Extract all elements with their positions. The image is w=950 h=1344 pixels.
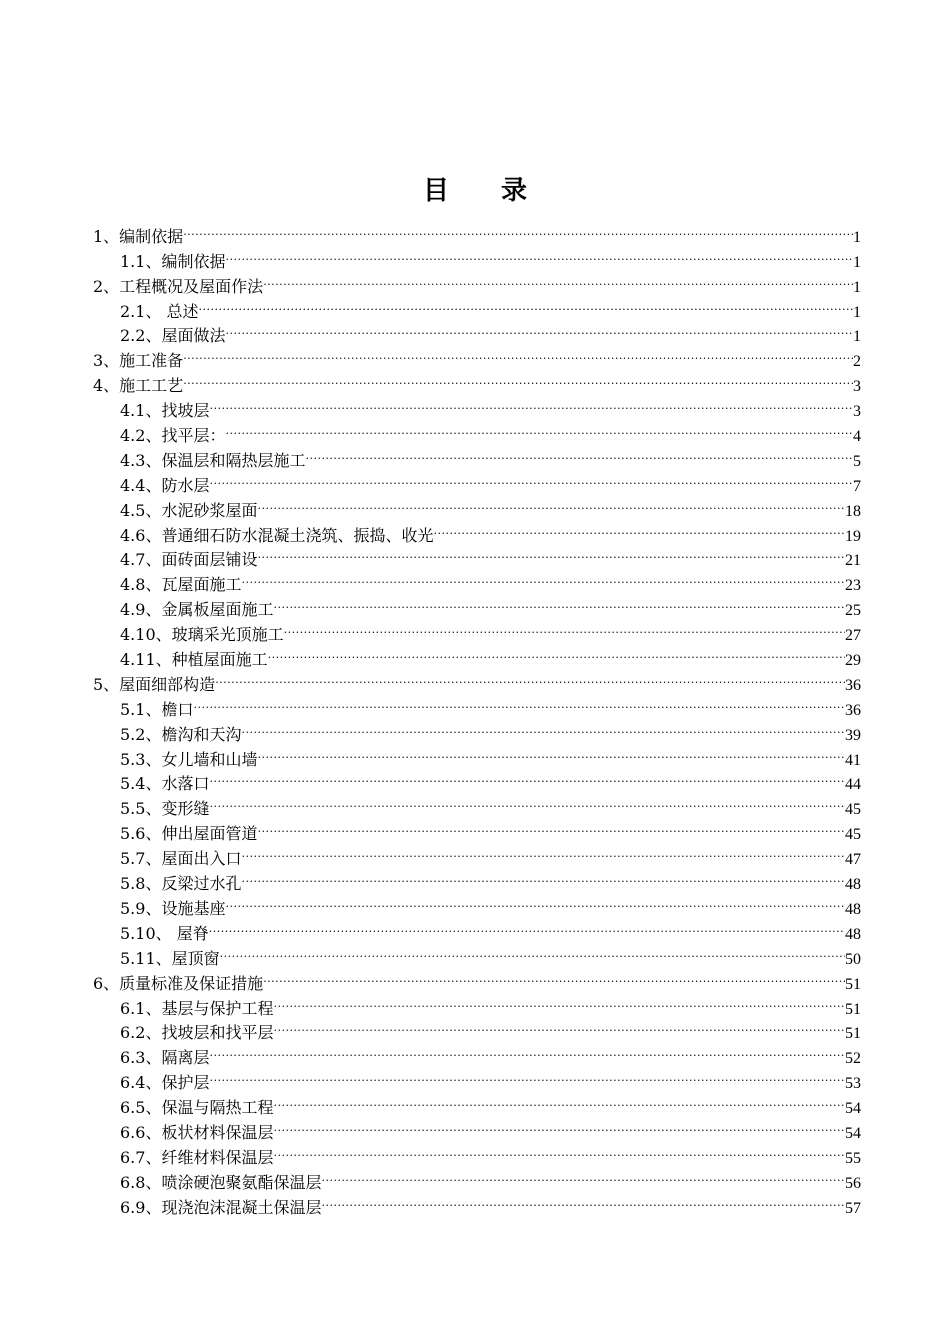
- toc-entry-page-number: 27: [845, 627, 861, 645]
- toc-entry-page-number: 51: [845, 1025, 861, 1043]
- toc-entry-label: 4.2、找平层：: [120, 426, 226, 446]
- toc-dot-leader: [225, 317, 853, 342]
- toc-entry-label: 4.7、面砖面层铺设: [120, 550, 258, 570]
- toc-entry-label: 2.1、 总述: [120, 301, 199, 321]
- toc-entry-label: 4.10、玻璃采光顶施工: [120, 625, 284, 645]
- toc-entry[interactable]: [93, 366, 861, 396]
- toc-entry-label: 4.3、保温层和隔热层施工: [120, 450, 306, 470]
- toc-entry-label: 5.2、檐沟和天沟: [120, 724, 242, 744]
- toc-entry[interactable]: [93, 914, 861, 943]
- toc-entry-label: 6.1、基层与保护工程: [120, 998, 274, 1018]
- table-of-contents: [93, 217, 861, 1217]
- toc-dot-leader: [257, 541, 845, 566]
- toc-entry-label: 3、施工准备: [93, 351, 184, 371]
- toc-dot-leader: [321, 1163, 845, 1188]
- toc-entry-page-number: 41: [845, 751, 861, 769]
- toc-entry-label: 6.2、找坡层和找平层: [120, 1023, 274, 1043]
- toc-entry-page-number: 48: [845, 900, 861, 918]
- toc-dot-leader: [209, 1038, 845, 1063]
- toc-entry-page-number: 3: [853, 378, 861, 396]
- toc-dot-leader: [284, 615, 845, 640]
- toc-entry-label: 6.8、喷涂硬泡聚氨酯保温层: [120, 1172, 322, 1192]
- toc-entry-page-number: 4: [853, 428, 861, 446]
- toc-entry-label: 2、工程概况及屋面作法: [93, 276, 264, 296]
- toc-dot-leader: [257, 491, 845, 516]
- toc-entry[interactable]: [93, 292, 861, 321]
- toc-entry-label: 4.11、种植屋面施工: [120, 650, 268, 670]
- toc-dot-leader: [220, 939, 845, 964]
- toc-entry-page-number: 54: [845, 1100, 861, 1118]
- toc-dot-leader: [209, 914, 845, 939]
- toc-entry-page-number: 47: [845, 851, 861, 869]
- toc-entry-page-number: 44: [845, 776, 861, 794]
- toc-entry-page-number: 48: [845, 876, 861, 894]
- toc-entry-page-number: 23: [845, 577, 861, 595]
- toc-entry-page-number: 29: [845, 652, 861, 670]
- toc-entry-page-number: 1: [853, 228, 861, 246]
- toc-entry-label: 6.9、现浇泡沫混凝土保温层: [120, 1197, 322, 1217]
- toc-dot-leader: [268, 640, 845, 665]
- toc-entry-label: 5.6、伸出屋面管道: [120, 824, 258, 844]
- toc-dot-leader: [209, 1063, 845, 1088]
- toc-entry[interactable]: [93, 391, 861, 421]
- toc-entry-label: 5.11、屋顶窗: [120, 948, 220, 968]
- toc-dot-leader: [215, 665, 845, 690]
- toc-dot-leader: [305, 441, 853, 466]
- toc-entry-page-number: 51: [845, 1000, 861, 1018]
- toc-entry-label: 6.7、纤维材料保温层: [120, 1147, 274, 1167]
- toc-entry-page-number: 19: [845, 527, 861, 545]
- toc-entry[interactable]: [93, 715, 861, 744]
- toc-dot-leader: [273, 1014, 845, 1039]
- toc-dot-leader: [257, 740, 845, 765]
- toc-entry-page-number: 50: [845, 950, 861, 968]
- toc-entry-label: 1、编制依据: [93, 226, 184, 246]
- toc-title: [0, 170, 950, 207]
- toc-entry-page-number: 53: [845, 1075, 861, 1093]
- toc-dot-leader: [263, 964, 845, 989]
- toc-dot-leader: [199, 292, 853, 317]
- toc-dot-leader: [241, 839, 845, 864]
- toc-entry-page-number: 55: [845, 1149, 861, 1167]
- toc-entry-page-number: 51: [845, 975, 861, 993]
- toc-entry-page-number: 1: [853, 278, 861, 296]
- toc-dot-leader: [273, 590, 845, 615]
- toc-entry-label: 6.6、板状材料保温层: [120, 1122, 274, 1142]
- toc-entry-page-number: 36: [845, 676, 861, 694]
- toc-entry-page-number: 48: [845, 925, 861, 943]
- toc-entry-page-number: 7: [853, 477, 861, 495]
- toc-entry-page-number: 21: [845, 552, 861, 570]
- toc-title-char-2: 录: [501, 176, 528, 206]
- toc-dot-leader: [241, 864, 845, 889]
- toc-entry-label: 5.4、水落口: [120, 774, 210, 794]
- toc-entry-label: 5.8、反梁过水孔: [120, 874, 242, 894]
- toc-entry[interactable]: [93, 690, 861, 719]
- toc-dot-leader: [183, 341, 853, 366]
- toc-entry-page-number: 57: [845, 1199, 861, 1217]
- toc-dot-leader: [263, 267, 853, 292]
- toc-entry[interactable]: [93, 341, 861, 371]
- toc-entry-label: 4.4、防水层: [120, 475, 210, 495]
- toc-dot-leader: [225, 889, 845, 914]
- toc-entry-label: 6.5、保温与隔热工程: [120, 1098, 274, 1118]
- toc-dot-leader: [209, 765, 845, 790]
- toc-entry-label: 4.6、普通细石防水混凝土浇筑、振捣、收光: [120, 525, 434, 545]
- toc-dot-leader: [183, 217, 853, 242]
- toc-entry-page-number: 2: [853, 353, 861, 371]
- toc-dot-leader: [433, 516, 845, 541]
- toc-entry-page-number: 54: [845, 1124, 861, 1142]
- toc-entry-label: 5.1、檐口: [120, 699, 194, 719]
- toc-entry-label: 4.5、水泥砂浆屋面: [120, 500, 258, 520]
- toc-dot-leader: [209, 391, 853, 416]
- toc-dot-leader: [241, 715, 845, 740]
- toc-entry-page-number: 25: [845, 602, 861, 620]
- toc-dot-leader: [225, 242, 853, 267]
- toc-entry-label: 5、屋面细部构造: [93, 674, 216, 694]
- toc-dot-leader: [273, 1138, 845, 1163]
- toc-dot-leader: [225, 416, 853, 441]
- toc-entry-label: 5.3、女儿墙和山墙: [120, 749, 258, 769]
- toc-dot-leader: [241, 565, 845, 590]
- toc-entry-label: 4.1、找坡层: [120, 401, 210, 421]
- toc-dot-leader: [321, 1188, 845, 1213]
- toc-entry-page-number: 3: [853, 403, 861, 421]
- toc-entry-label: 4.8、瓦屋面施工: [120, 575, 242, 595]
- toc-entry-label: 6.4、保护层: [120, 1073, 210, 1093]
- toc-title-char-1: 目: [422, 176, 449, 206]
- toc-entry[interactable]: [93, 242, 861, 271]
- toc-dot-leader: [273, 1088, 845, 1113]
- toc-entry-label: 6、质量标准及保证措施: [93, 973, 264, 993]
- toc-entry[interactable]: [93, 317, 861, 346]
- toc-entry-label: 1.1、编制依据: [120, 251, 226, 271]
- toc-entry-page-number: 45: [845, 801, 861, 819]
- toc-entry-page-number: 18: [845, 502, 861, 520]
- toc-entry-label: 5.7、屋面出入口: [120, 849, 242, 869]
- toc-dot-leader: [209, 466, 853, 491]
- toc-dot-leader: [273, 1113, 845, 1138]
- toc-entry-page-number: 36: [845, 701, 861, 719]
- toc-entry-page-number: 1: [853, 328, 861, 346]
- toc-dot-leader: [183, 366, 853, 391]
- toc-entry-page-number: 52: [845, 1050, 861, 1068]
- toc-entry-label: 5.9、设施基座: [120, 898, 226, 918]
- toc-entry-page-number: 39: [845, 726, 861, 744]
- toc-entry-label: 2.2、屋面做法: [120, 326, 226, 346]
- toc-entry-label: 5.10、 屋脊: [120, 923, 209, 943]
- toc-dot-leader: [209, 789, 845, 814]
- toc-entry-page-number: 5: [853, 452, 861, 470]
- toc-dot-leader: [273, 989, 845, 1014]
- toc-entry-label: 4.9、金属板屋面施工: [120, 600, 274, 620]
- toc-entry-label: 5.5、变形缝: [120, 799, 210, 819]
- toc-dot-leader: [257, 814, 845, 839]
- toc-entry-page-number: 56: [845, 1174, 861, 1192]
- toc-entry-page-number: 1: [853, 253, 861, 271]
- toc-entry-label: 6.3、隔离层: [120, 1048, 210, 1068]
- toc-entry[interactable]: [93, 217, 861, 246]
- toc-dot-leader: [193, 690, 845, 715]
- toc-entry-page-number: 1: [853, 303, 861, 321]
- toc-entry-page-number: 45: [845, 826, 861, 844]
- toc-entry-label: 4、施工工艺: [93, 376, 184, 396]
